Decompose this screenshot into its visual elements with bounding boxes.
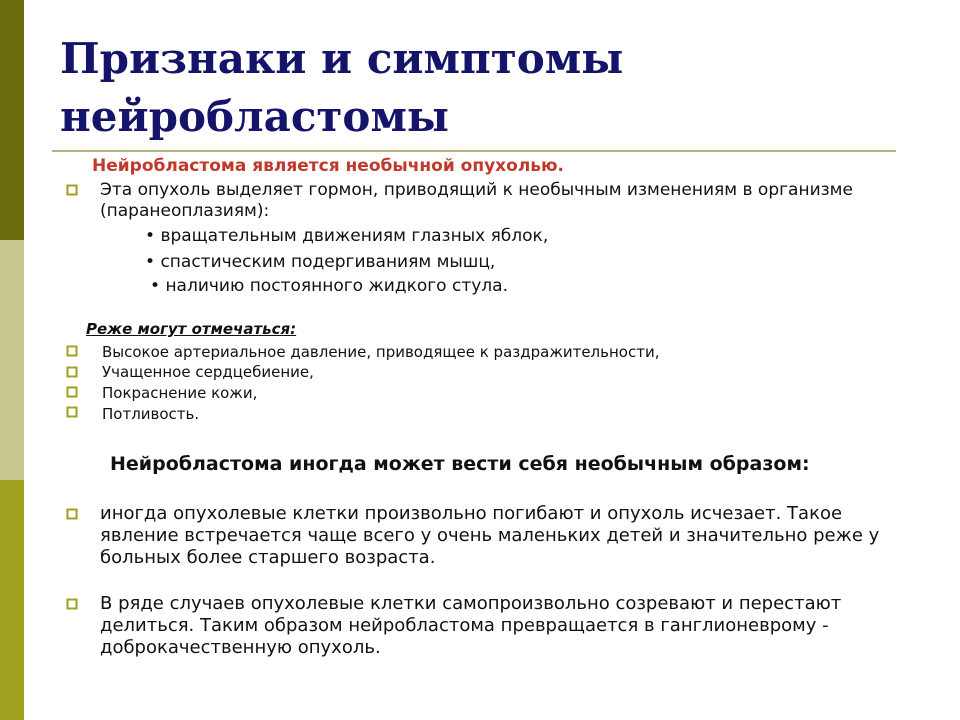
paragraph-hormone: Эта опухоль выделяет гормон, приводящий к необычным изменениям в организме (паранеоплазиям):: [100, 180, 853, 221]
square-bullet-icon: [66, 406, 78, 418]
rare-item: Учащенное сердцебиение,: [102, 363, 314, 381]
sidebar-stripe-light: [0, 240, 24, 480]
square-bullet-icon: [66, 508, 78, 520]
square-bullet-icon: [66, 345, 78, 357]
sub-item-text: наличию постоянного жидкого стула.: [165, 276, 508, 296]
square-bullet-icon: [66, 386, 78, 398]
square-bullet-icon: [66, 366, 78, 378]
sub-item-text: спастическим подергиваниям мышц,: [160, 252, 496, 272]
sidebar-stripe-mid: [0, 480, 24, 720]
rare-item: Потливость.: [102, 405, 200, 423]
rare-item: Высокое артериальное давление, приводящее к раздражительности,: [102, 343, 660, 361]
paragraph-maturation: В ряде случаев опухолевые клетки самопроизвольно созревают и перестают делиться. Таким образом нейробластома превращается в ганглионеврому - доброкачественную опухоль.: [100, 593, 842, 658]
sub-list-item: • наличию постоянного жидкого стула.: [150, 276, 508, 296]
sub-list-item: • спастическим подергиваниям мышц,: [145, 252, 496, 272]
paragraph-regression: иногда опухолевые клетки произвольно погибают и опухоль исчезает. Такое явление встречается чаще всего у очень маленьких детей и значительно реже у больных более старшего возраста.: [100, 503, 880, 568]
slide-title: [60, 30, 623, 146]
subtitle-unusual-tumor: Нейробластома является необычной опухолью.: [92, 156, 564, 176]
square-bullet-icon: [66, 598, 78, 610]
square-bullet-icon: [66, 184, 78, 196]
sidebar-stripe-dark: [0, 0, 24, 240]
subtitle-unusual-behavior: Нейробластома иногда может вести себя необычным образом:: [110, 453, 810, 475]
sub-list-item: • вращательным движениям глазных яблок,: [145, 226, 549, 246]
sub-item-text: вращательным движениям глазных яблок,: [160, 226, 549, 246]
title-line-1: Признаки и симптомы: [60, 34, 624, 83]
title-line-2: нейробластомы: [60, 92, 450, 141]
subtitle-rare-symptoms: Реже могут отмечаться:: [86, 320, 297, 338]
title-divider: [52, 150, 896, 152]
rare-item: Покраснение кожи,: [102, 384, 258, 402]
